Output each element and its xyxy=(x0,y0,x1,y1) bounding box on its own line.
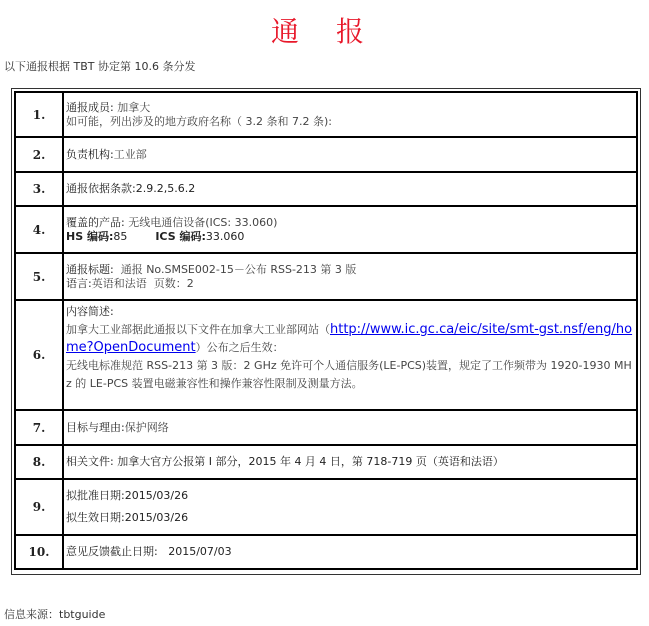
table-row xyxy=(14,138,638,173)
row-number: 9. xyxy=(14,480,64,536)
field-value: 2.9.2,5.6.2 xyxy=(135,182,196,195)
ics-code-value: 33.060 xyxy=(205,229,245,243)
field-label: 内容简述: xyxy=(66,305,114,318)
field-value: 无线电通信设备(ICS: 33.060) xyxy=(124,215,278,229)
field-value: 如可能，列出涉及的地方政府名称（ 3.2 条和 7.2 条): xyxy=(66,114,332,128)
row-content xyxy=(64,301,638,411)
field-value: 通报 No.SMSE002-15－公布 RSS-213 第 3 版 xyxy=(113,262,357,276)
row-number: 10. xyxy=(14,536,64,570)
intro-text: 以下通报根据 TBT 协定第 10.6 条分发 xyxy=(4,60,196,73)
field-value: 保护网络 xyxy=(124,420,169,434)
field-label: 意见反馈截止日期: xyxy=(66,545,158,558)
row-number: 5. xyxy=(14,254,64,301)
table-row xyxy=(14,207,638,254)
table-row xyxy=(14,254,638,301)
field-value: 2015/07/03 xyxy=(157,545,232,558)
row-number: 4. xyxy=(14,207,64,254)
field-label: 覆盖的产品: xyxy=(66,215,125,229)
row-number: 6. xyxy=(14,301,64,411)
row-content xyxy=(64,138,638,173)
field-label: 负责机构: xyxy=(66,147,114,161)
row-number: 2. xyxy=(14,138,64,173)
hs-code-value: 85 xyxy=(113,229,156,243)
row-content xyxy=(64,411,638,446)
row-number: 8. xyxy=(14,446,64,480)
table-row xyxy=(14,411,638,446)
field-value: 加拿大 xyxy=(113,100,151,114)
table-row xyxy=(14,91,638,138)
row-content xyxy=(64,173,638,207)
field-value: 2015/03/26 xyxy=(124,489,189,502)
page-title: 通 报 xyxy=(271,15,378,48)
row-content xyxy=(64,91,638,138)
description-prefix: 加拿大工业部据此通报以下文件在加拿大工业部网站（ xyxy=(66,323,330,336)
description-text xyxy=(66,321,634,357)
row-content xyxy=(64,254,638,301)
ic-website-link[interactable]: http://www.ic.gc.ca/eic/site/smt-gst.nsf/eng/home?OpenDocument xyxy=(66,322,633,355)
hs-code-label: HS 编码: xyxy=(66,229,114,243)
field-value: 工业部 xyxy=(113,147,147,161)
table-row xyxy=(14,446,638,480)
table-row xyxy=(14,480,638,536)
notification-table-frame xyxy=(11,88,641,575)
table-row xyxy=(14,173,638,207)
field-label: 通报依据条款: xyxy=(66,182,136,195)
row-number: 3. xyxy=(14,173,64,207)
row-number: 1. xyxy=(14,91,64,138)
field-value: 英语和法语 页数：2 xyxy=(91,276,194,290)
source-footer: 信息来源：tbtguide xyxy=(4,608,106,621)
ics-code-label: ICS 编码: xyxy=(155,229,206,243)
field-value: 2015/03/26 xyxy=(124,511,189,524)
notification-table xyxy=(14,91,638,570)
row-content xyxy=(64,480,638,536)
row-number: 7. xyxy=(14,411,64,446)
row-content xyxy=(64,536,638,570)
field-label: 目标与理由: xyxy=(66,420,125,434)
field-value: 加拿大官方公报第 I 部分，2015 年 4 月 4 日，第 718-719 页（英语和法语） xyxy=(113,455,504,468)
description-suffix: ）公布之后生效： xyxy=(195,341,284,354)
field-label: 通报成员: xyxy=(66,100,114,114)
table-row xyxy=(14,301,638,411)
field-label: 通报标题: xyxy=(66,262,114,276)
row-content xyxy=(64,207,638,254)
description-body: 无线电标准规范 RSS-213 第 3 版：2 GHz 免许可个人通信服务(LE-PCS)装置，规定了工作频带为 1920-1930 MHz 的 LE-PCS 装置电磁兼容性和操作兼容性限制及测量方法。 xyxy=(66,359,632,390)
field-label: 相关文件: xyxy=(66,455,114,468)
row-content xyxy=(64,446,638,480)
field-label: 拟生效日期: xyxy=(66,511,125,524)
table-row xyxy=(14,536,638,570)
field-label: 语言: xyxy=(66,276,92,290)
field-label: 拟批准日期: xyxy=(66,489,125,502)
